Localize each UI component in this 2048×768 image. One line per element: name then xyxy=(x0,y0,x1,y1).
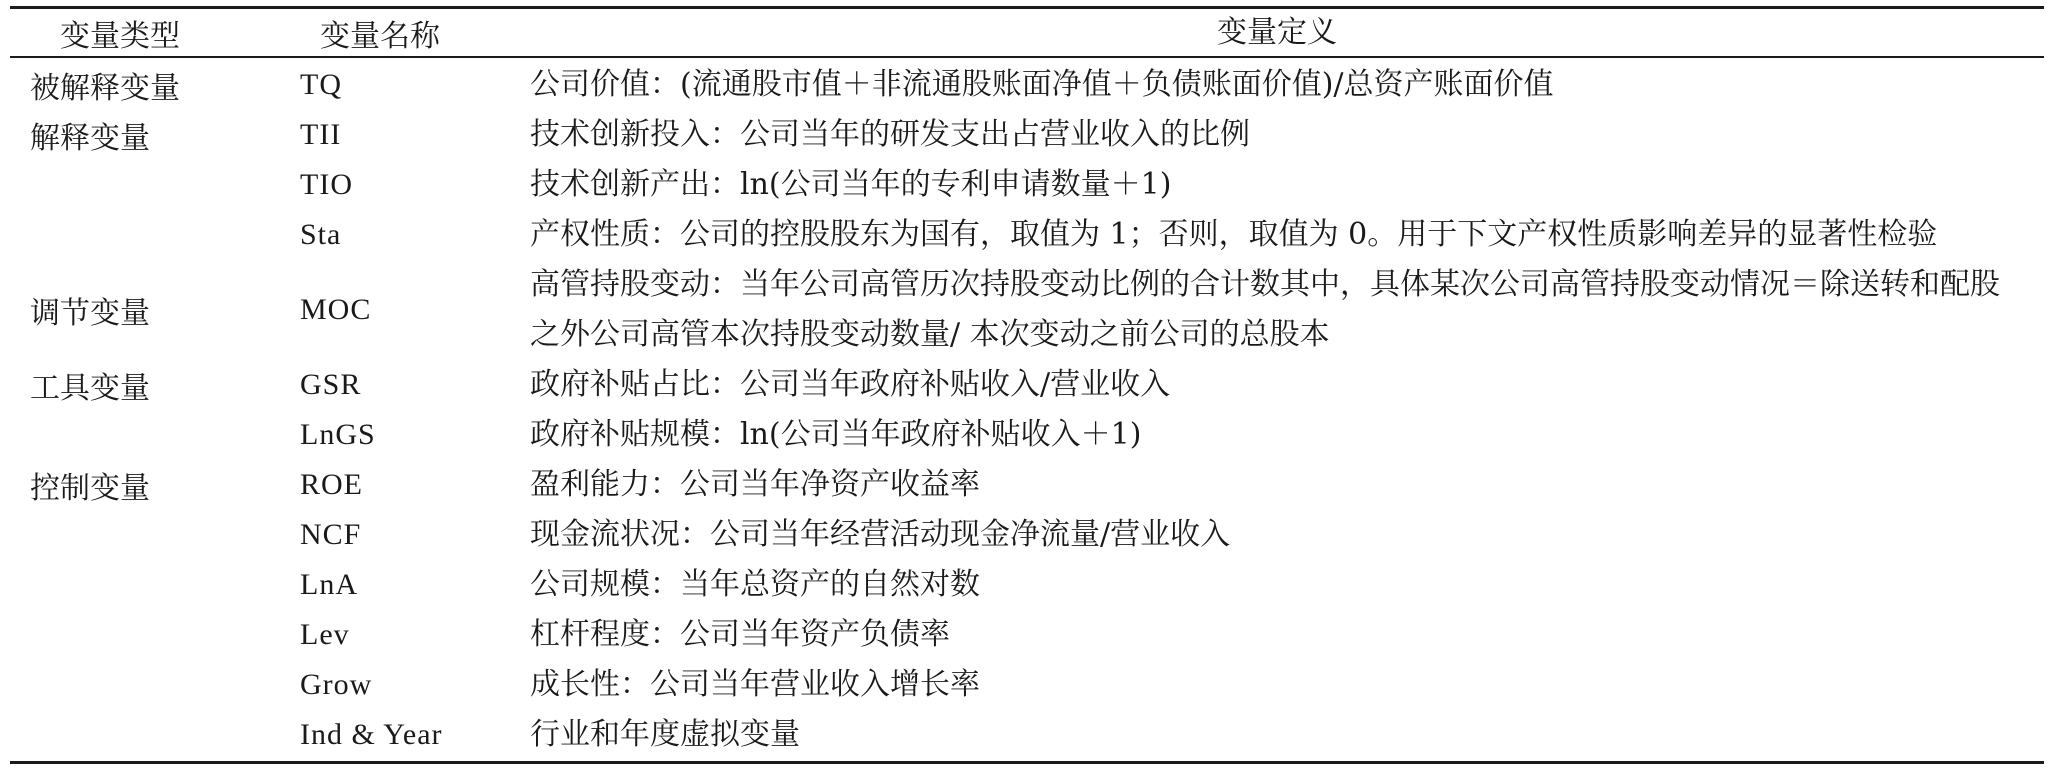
header-variable-definition: 变量定义 xyxy=(1217,14,1337,50)
variable-name-cell: Sta xyxy=(300,218,342,251)
variable-definition-cell: 公司规模：当年总资产的自然对数 xyxy=(530,567,980,602)
variable-definition-table xyxy=(10,6,2044,764)
table-row xyxy=(10,160,2044,210)
table-row xyxy=(10,610,2044,660)
variable-definition-cell: 政府补贴占比：公司当年政府补贴收入/营业收入 xyxy=(530,367,1171,402)
variable-name-cell: TII xyxy=(300,118,342,151)
variable-type-cell: 工具变量 xyxy=(30,371,150,406)
variable-definition-cell: 行业和年度虚拟变量 xyxy=(530,717,800,752)
table-row xyxy=(10,60,2044,110)
table-row xyxy=(10,260,2044,360)
variable-definition-cell: 成长性：公司当年营业收入增长率 xyxy=(530,667,980,702)
table-row xyxy=(10,710,2044,760)
variable-name-cell: TQ xyxy=(300,68,342,101)
header-variable-name: 变量名称 xyxy=(320,18,440,54)
table-row xyxy=(10,510,2044,560)
variable-type-cell: 解释变量 xyxy=(30,121,150,156)
variable-name-cell: Grow xyxy=(300,668,373,701)
variable-name-cell: Ind & Year xyxy=(300,718,443,751)
variable-name-cell: LnA xyxy=(300,568,358,601)
table-row xyxy=(10,360,2044,410)
variable-type-cell: 被解释变量 xyxy=(30,71,180,106)
variable-name-cell: NCF xyxy=(300,518,362,551)
variable-definition-cell: 产权性质：公司的控股股东为国有，取值为 1；否则，取值为 0。用于下文产权性质影响差异的显著性检验 xyxy=(530,217,1938,252)
table-row xyxy=(10,210,2044,260)
variable-type-cell: 控制变量 xyxy=(30,471,150,506)
table-row xyxy=(10,410,2044,460)
variable-definition-cell: 政府补贴规模：ln(公司当年政府补贴收入＋1) xyxy=(530,417,1142,452)
table-row xyxy=(10,660,2044,710)
table-header xyxy=(10,9,2044,58)
table-row xyxy=(10,560,2044,610)
variable-definition-cell: 现金流状况：公司当年经营活动现金净流量/营业收入 xyxy=(530,517,1231,552)
variable-definition-cell: 盈利能力：公司当年净资产收益率 xyxy=(530,467,980,502)
table-row xyxy=(10,460,2044,510)
variable-name-cell: ROE xyxy=(300,468,363,501)
variable-definition-cell: 杠杆程度：公司当年资产负债率 xyxy=(530,617,950,652)
variable-definition-cell: 公司价值：(流通股市值＋非流通股账面净值＋负债账面价值)/总资产账面价值 xyxy=(530,67,1554,102)
header-variable-type: 变量类型 xyxy=(60,18,180,54)
variable-name-cell: GSR xyxy=(300,368,362,401)
variable-name-cell: MOC xyxy=(300,293,372,326)
variable-definition-cell: 技术创新产出：ln(公司当年的专利申请数量＋1) xyxy=(530,167,1172,202)
variable-name-cell: LnGS xyxy=(300,418,376,451)
variable-definition-cell: 技术创新投入：公司当年的研发支出占营业收入的比例 xyxy=(530,117,1250,152)
variable-name-cell: Lev xyxy=(300,618,350,651)
variable-type-cell: 调节变量 xyxy=(30,296,150,331)
table-row xyxy=(10,110,2044,160)
variable-definition-cell: 高管持股变动：当年公司高管历次持股变动比例的合计数其中，具体某次公司高管持股变动情况＝除送转和配股之外公司高管本次持股变动数量/ 本次变动之前公司的总股本 xyxy=(530,267,2000,352)
table-body xyxy=(10,58,2044,761)
variable-name-cell: TIO xyxy=(300,168,353,201)
